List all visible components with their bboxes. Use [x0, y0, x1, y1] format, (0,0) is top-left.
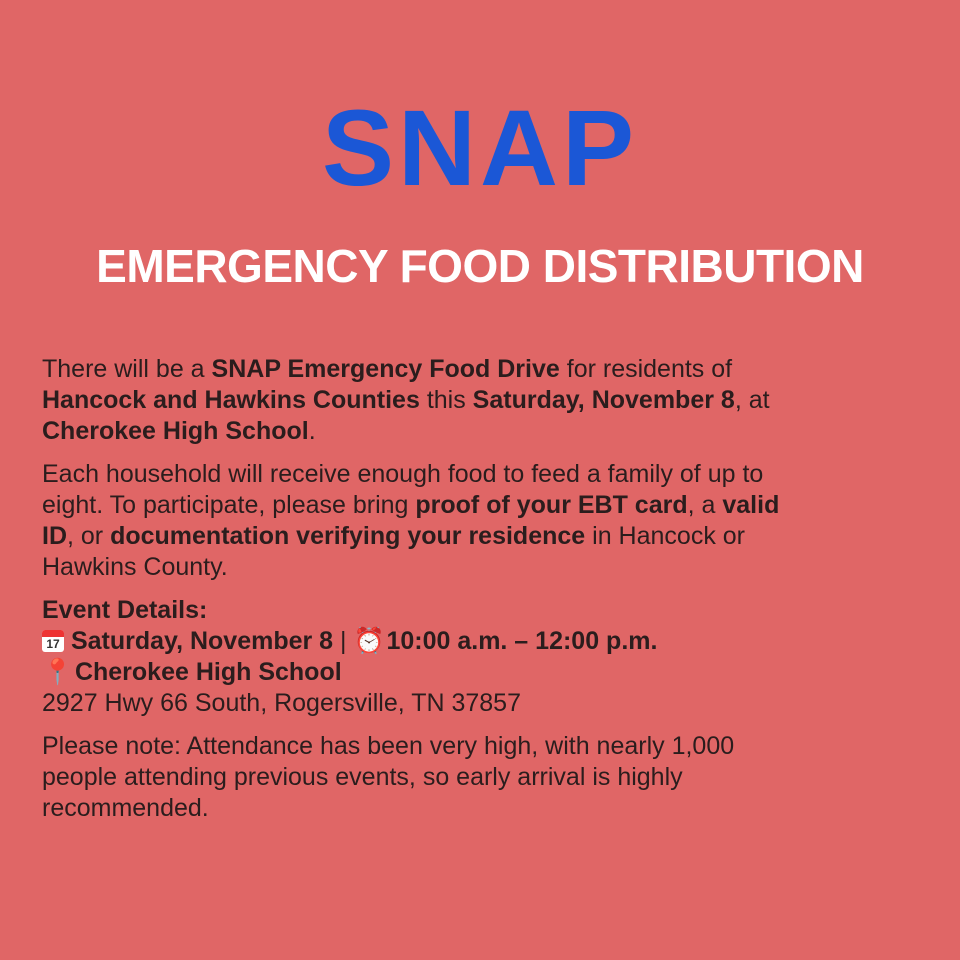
text: eight. To participate, please bring: [42, 491, 416, 519]
bold-text: Hancock and Hawkins Counties: [42, 386, 420, 414]
text: , a: [687, 491, 723, 519]
paragraph-line: [42, 354, 932, 385]
calendar-icon: 17: [42, 630, 64, 652]
paragraph-line: [42, 552, 932, 583]
bold-text: proof of your EBT card: [415, 491, 688, 519]
bold-text: Cherokee High School: [42, 417, 309, 445]
separator: |: [340, 627, 347, 655]
note-line: Please note: Attendance has been very high, with nearly 1,000: [42, 732, 735, 760]
text: There will be a: [42, 355, 212, 383]
alarm-clock-icon: ⏰: [353, 627, 385, 655]
note-line: recommended.: [42, 794, 209, 822]
event-location: Cherokee High School: [74, 658, 342, 686]
bold-text: SNAP Emergency Food Drive: [211, 355, 560, 383]
text: in Hancock or: [585, 522, 745, 550]
paragraph-line: [42, 385, 932, 416]
event-date: Saturday, November 8: [70, 627, 334, 655]
bold-text: ID: [42, 522, 67, 550]
text: , at: [734, 386, 770, 414]
event-details-heading: Event Details:: [42, 596, 208, 624]
text: for residents of: [559, 355, 733, 383]
paragraph-line: [42, 459, 932, 490]
paragraph-line: [42, 490, 932, 521]
event-address: 2927 Hwy 66 South, Rogersville, TN 37857: [42, 689, 521, 717]
text: , or: [67, 522, 111, 550]
event-time: 10:00 a.m. – 12:00 p.m.: [386, 627, 658, 655]
event-details: [42, 595, 932, 719]
paragraph: [42, 354, 932, 447]
text: this: [419, 386, 473, 414]
bold-text: valid: [722, 491, 780, 519]
text: Hawkins County.: [42, 553, 228, 581]
title: SNAP: [321, 87, 639, 208]
flyer-body: [42, 354, 932, 836]
bold-text: Saturday, November 8: [472, 386, 735, 414]
paragraph-line: [42, 521, 932, 552]
intro-paragraphs: [42, 354, 932, 583]
paragraph-line: [42, 416, 932, 447]
bold-text: documentation verifying your residence: [110, 522, 586, 550]
text: .: [308, 417, 316, 445]
subtitle: EMERGENCY FOOD DISTRIBUTION: [96, 240, 864, 292]
note-line: people attending previous events, so early arrival is highly: [42, 763, 683, 791]
note: [42, 731, 932, 824]
text: Each household will receive enough food to feed a family of up to: [42, 460, 764, 488]
paragraph: [42, 459, 932, 583]
location-pin-icon: 📍: [42, 658, 74, 686]
